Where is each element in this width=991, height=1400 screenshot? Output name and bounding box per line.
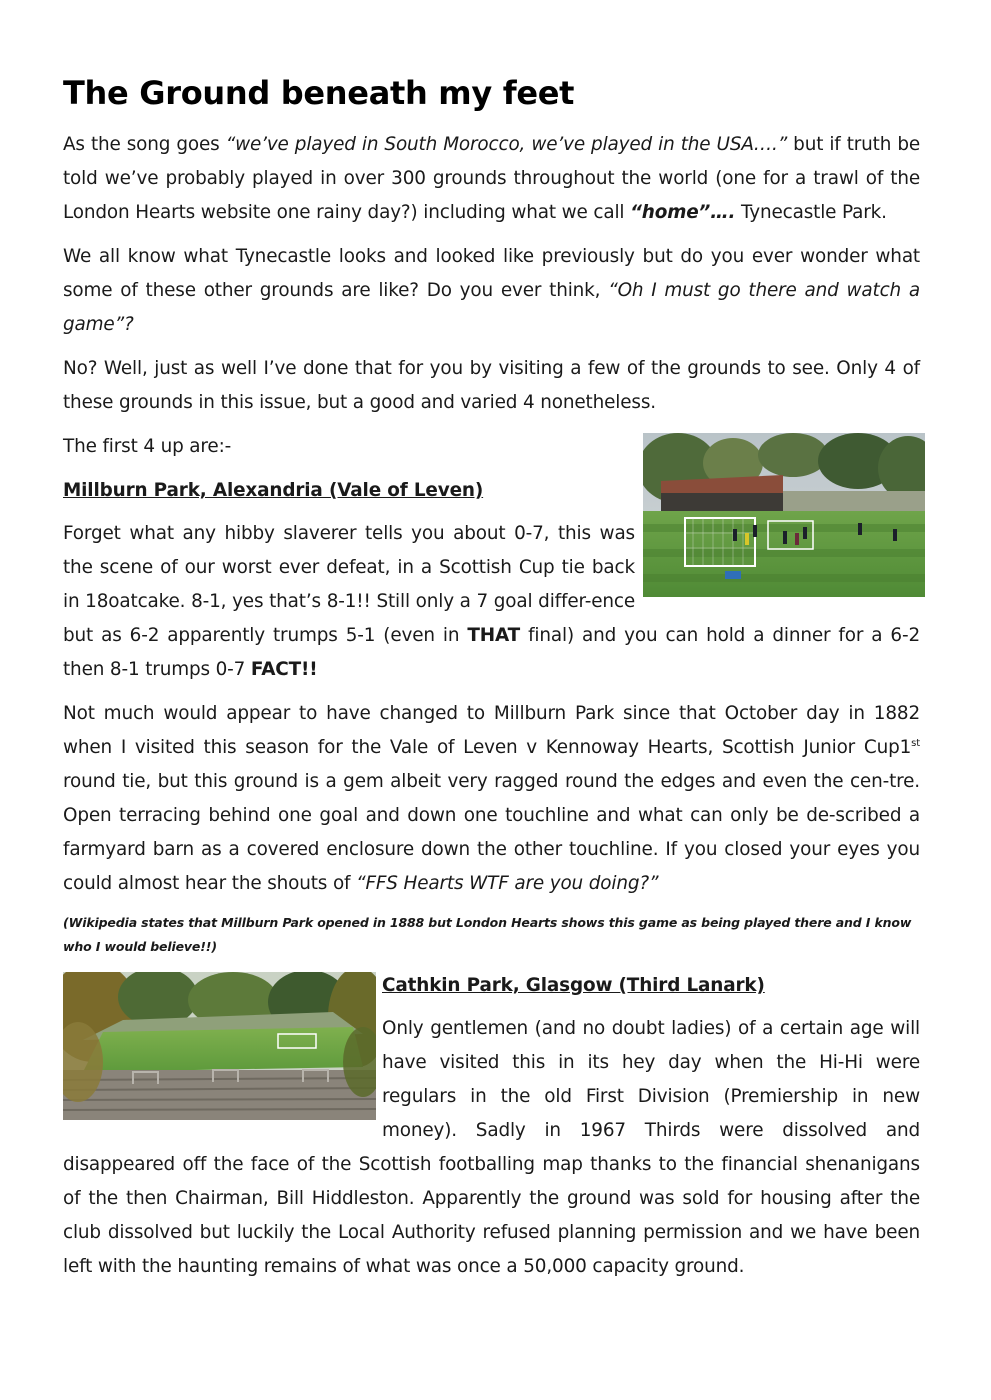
cathkin-paragraph-1: Only gentlemen (and no doubt ladies) of a certain age will have visited this in its hey day when the Hi-Hi were regulars in the old First Division (Premiership in new money). Sadly in 1967 Thirds were dissolved and disappeared off the face of the Scottish footballing map thanks to the financial shenanigans of the then Chairman, Bill Hiddleston. Apparently the ground was sold for housing after the club dissolved but luckily the Local Authority refused planning permission and we have been left with the haunting remains of what was once a 50,000 capacity ground. xyxy=(63,1018,920,1277)
millburn-paragraph-2: Not much would appear to have changed to Millburn Park since that October day in 1882 when I visited this season for the Vale of Leven v Kennoway Hearts, Scottish Junior Cup1st round tie, but this ground is a gem albeit very ragged round the edges and even the cen-tre. Open terracing behind one goal and down one touchline and what can only be de-scribed a farmyard barn as a covered enclosure down the other touchline. If you closed your eyes you could almost hear the shouts of “FFS Hearts WTF are you doing?” xyxy=(63,703,920,894)
intro-paragraph-2: We all know what Tynecastle looks and looked like previously but do you ever wonder what some of these other grounds are like? Do you ever think, “Oh I must go there and watch a game”? xyxy=(63,246,920,335)
cathkin-park-photo xyxy=(63,972,376,1120)
intro-paragraph-4: The first 4 up are:- xyxy=(63,436,232,457)
intro-paragraph-1: As the song goes “we’ve played in South Morocco, we’ve played in the USA….” but if truth be told we’ve probably played in over 300 grounds throughout the world (one for a trawl of the London Hearts website one rainy day?) including what we call “home”…. Tynecastle Park. xyxy=(63,134,921,223)
intro-paragraph-3: No? Well, just as well I’ve done that for you by visiting a few of the grounds to see. Only 4 of these grounds in this issue, but a good and varied 4 nonetheless. xyxy=(63,358,920,413)
cathkin-heading: Cathkin Park, Glasgow (Third Lanark) xyxy=(382,975,765,996)
millburn-heading: Millburn Park, Alexandria (Vale of Leven) xyxy=(63,480,484,501)
article xyxy=(63,68,920,1294)
millburn-park-photo xyxy=(643,433,925,597)
wikipedia-note: (Wikipedia states that Millburn Park opened in 1888 but London Hearts shows this game as being played there and I know who I would believe!!) xyxy=(63,915,912,954)
millburn-paragraph-1: Forget what any hibby slaverer tells you about 0-7, this was the scene of our worst ever defeat, in a Scottish Cup tie back in 18oatcake. 8-1, yes that’s 8-1!! Still only a 7 goal differ-ence but as 6-2 apparently trumps 5-1 (even in THAT final) and you can hold a dinner for a 6-2 then 8-1 trumps 0-7 FACT!! xyxy=(63,523,920,680)
page-title: The Ground beneath my feet xyxy=(63,74,575,112)
